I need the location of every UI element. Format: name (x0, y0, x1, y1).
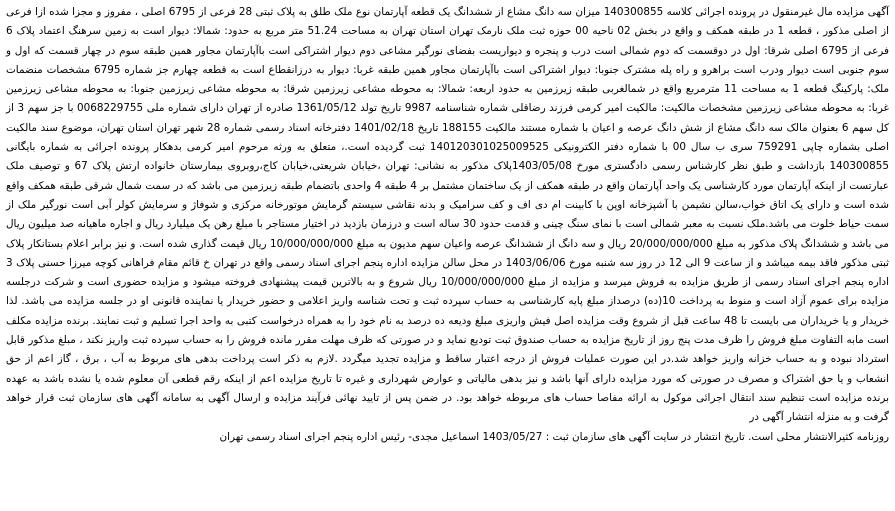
notice-body: آگهی مزایده مال غیرمنقول در پرونده اجرائی کلاسه 140300855 میزان سه دانگ مشاع از ششدانگ یک قطعه آپارتمان نوع ملک طلق به پلاک ثبتی 28 فرعی از 6795 اصلی ، مفروز و مجزا شده ازا فرعی از اصلی مذکور ، قطعه 1 در طبقه همکف و واقع در بخش 02 ناحیه 00 حوزه ثبت ملک نارمک تهران استان تهران به مساحت 51.24 متر مربع به حدود: شمالا: دیوار است به زمین سرهنگ اعتماد پلاک 6 فرعی از 6795 اصلی شرقا: اول در دوقسمت که دوم شمالی است درب و پنجره و دیواریست بفضای نورگیر مشاعی دوم دیوار اشتراکی است باآپارتمان مجاور همین طبقه سوم در چهار قسمت که اول و سوم جنوبی است دیوار ودرب است براهرو و راه پله مشترک جنوبا: دیوار اشتراکی است باآپارتمان مجاور همین طبقه غربا: دیوار به درزانقطاع است به قطعه چهارم جز شماره 6795 مشخصات منضمات ملک: پارکینگ قطعه 1 به مساحت 11 مترمربع واقع در شمالغربی طبقه زیرزمین به حدود اربعه: شمالا: به محوطه مشاعی زیرزمین شرقا: به محوطه مشاعی زیرزمین جنوبا: به محوطه مشاعی زیرزمین غربا: به محوطه مشاعی زیرزمین مشخصات مالکیت: مالکیت امیر کرمی فرزند رضاقلی شماره شناسنامه 9987 تاریخ تولد 1361/05/12 صادره از تهران دارای شماره ملی 0068229755 با جز سهم 3 از کل سهم 6 بعنوان مالک سه دانگ مشاع از شش دانگ عرصه و اعیان با شماره مستند مالکیت 188155 تاریخ 1401/02/18 دفترخانه اسناد رسمی شماره 28 شهر تهران استان تهران، موضوع سند مالکیت اصلی بشماره چاپی 759291 سری ب سال 00 با شماره دفتر الکترونیکی 140120301025009525 ثبت گردیده است.، متعلق به ورثه مرحوم امیر کرمی بدهکار پرونده اجرائی به شماره بایگانی 140300855 بازداشت و طبق نظر کارشناس رسمی دادگستری مورخ 1403/05/08پلاک مذکور به نشانی: تهران ،خیابان شریعتی،خیابان کاج،روبروی بیمارستان خانواده ارتش پلاک 67 و توصیف ملک عبارتست از اینکه آپارتمان مورد کارشناسی یک واحد آپارتمان واقع در طبقه همکف از یک ساختمان مشتمل بر 4 طبقه 4 واحدی باتضمام طبقه زیرزمین می باشد که در سمت شمال شرقی طبقه همکف واقع شده است و دارای یک اتاق خواب،سالن نشیمن با آشپزخانه اوپن با کابینت ام دی اف و کف سرامیک و بدنه نقاشی سیستم گرمایش موتورخانه مرکزی و شوفاژ و سرمایش کولر آبی است نورگیر ملک از سمت حیاط خلوت می باشد.ملک نسبت به معبر شمالی است با نمای سنگ چینی و قدمت حدود 30 ساله است و درزمان بازدید در اختیار مستاجر با مبلغ رهن یک میلیارد ریال و اجاره ماهیانه صد میلیون ریال می باشد و ششدانگ پلاک مذکور به مبلغ 20/000/000/000 ریال و سه دانگ از ششدانگ عرصه واعیان سهم مدیون به مبلغ 10/000/000/000 ریال قیمت گذاری شده است. و نیز برابر اعلام بستانکار پلاک ثبتی مذکور فاقد بیمه میباشد و از ساعت 9 الی 12 در روز سه شنبه مورخ 1403/06/06 در محل سالن مزایده اداره پنجم اجرای اسناد رسمی واقع در تهران خ قائم مقام فراهانی کوچه میرزا حسنی پلاک 3 اداره پنجم اجرای اسناد رسمی از طریق مزایده به فروش میرسد و مزایده از مبلغ 10/000/000/000 ریال شروع و به بالاترین قیمت پیشنهادی فروخته میشود و مزایده حضوری است و شرکت درجلسه مزایده برای عموم آزاد است و منوط به پرداخت 10(ده) درصداز مبلغ پایه کارشناسی به حساب سپرده ثبت و تحت شناسه واریز اعلامی و حضور خریدار یا نماینده قانونی او در جلسه مزایده می باشد. لذا خریدار و یا خریداران می بایست تا 48 ساعت قبل از شروع وقت مزایده اصل فیش واریزی مبلغ ودیعه ده درصد به نام خود را به همراه درخواست کتبی به واحد اجرا تسلیم و ثبت نمایند. برنده مزایده مکلف است مابه التفاوت مبلغ فروش را ظرف مدت پنج روز از تاریخ مزایده به حساب صندوق ثبت تودیع نماید و در صورتی که ظرف مهلت مقرر مانده فروش را به حساب سپرده ثبت واریز نکند ، مبلغ مذکور قابل استرداد نبوده و به حساب خزانه واریز خواهد شد.در این صورت عملیات فروش از درجه اعتبار ساقط و مزایده تجدید میگردد .لازم به ذکر است پرداخت بدهی های مربوط به آب ، برق ، گاز اعم از حق انشعاب و یا حق اشتراک و مصرف در صورتی که مورد مزایده دارای آنها باشد و نیز بدهی مالیاتی و عوارض شهرداری و غیره تا تاریخ مزایده اعم از اینکه رقم قطعی آن معلوم شده یا نشده باشد به عهده برنده مزایده است تنظیم سند انتقال اجرائی موکول به ارائه مفاصا حساب های مربوطه خواهد بود. در ضمن پس از تایید نهائی فرآیند مزایده و ارسال آگهی به سامانه آگهی های سازمان ثبت قرار خواهد گرفت و به منزله انتشار آگهی در (6, 6, 890, 424)
notice-signature: روزنامه کثیرالانتشار محلی است. تاریخ انتشار در سایت آگهی های سازمان ثبت : 1403/05/27 اسماعیل مجدی- رئیس اداره پنجم اجرای اسناد رسمی تهران (219, 430, 889, 443)
